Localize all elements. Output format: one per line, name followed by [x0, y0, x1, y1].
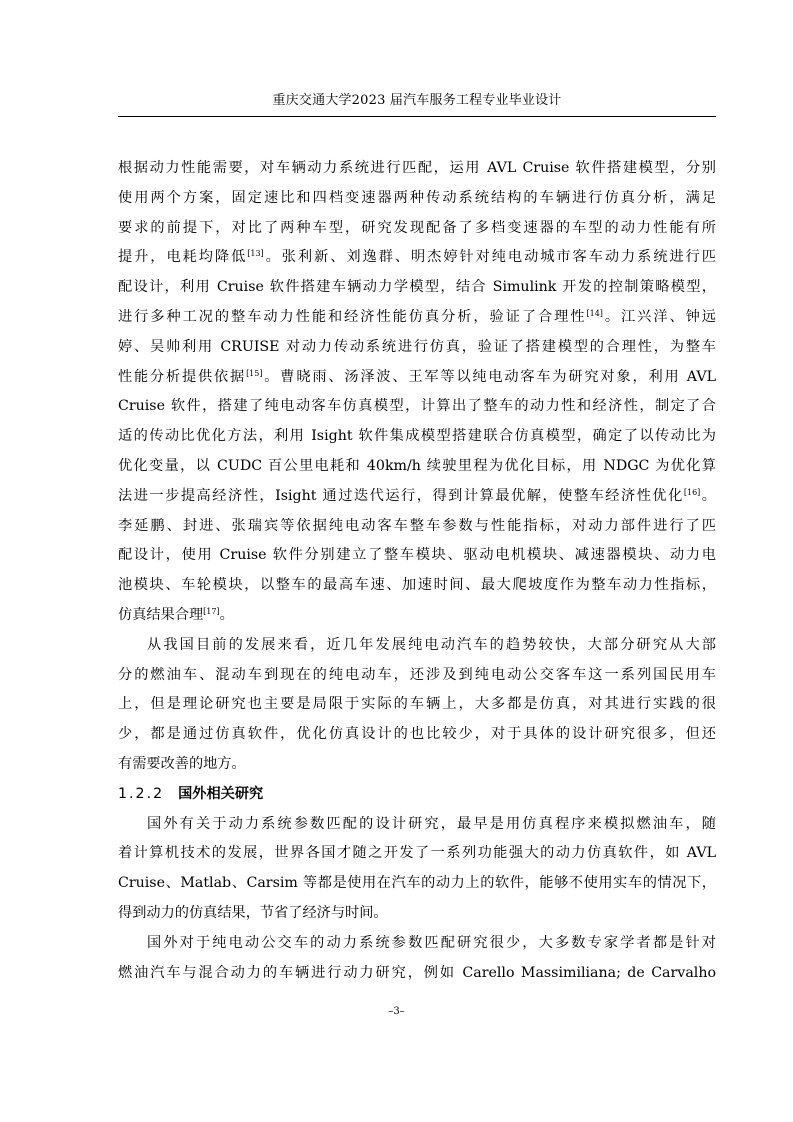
- text-segment: 从我国目前的发展来看，近几年发展纯电动汽车的趋势较快，大部分研究从大部: [147, 636, 716, 653]
- text-line: [118, 154, 716, 184]
- text-segment: Cruise、Matlab、Carsim 等都是使用在汽车的动力上的软件，能够不使用实车的情况下，: [118, 875, 716, 892]
- text-segment: 性能分析提供依据: [118, 368, 247, 385]
- text-line: [118, 959, 716, 989]
- text-line: [118, 690, 716, 720]
- text-segment: Cruise 软件，搭建了纯电动客车仿真模型，计算出了整车的动力性和经济性，制定了合: [118, 398, 716, 415]
- text-segment: 。江兴洋、钟远: [602, 308, 716, 325]
- text-segment: 上，但是理论研究也主要是局限于实际的车辆上，大多都是仿真，对其进行实践的很: [118, 696, 716, 713]
- text-line: [118, 810, 716, 840]
- text-segment: 适的传动比优化方法，利用 Isight 软件集成模型搭建联合仿真模型，确定了以传动比为: [118, 428, 716, 445]
- section-title: 国外相关研究: [178, 785, 264, 802]
- text-line: [118, 273, 716, 303]
- text-segment: 配设计，利用 Cruise 软件搭建车辆动力学模型，结合 Simulink 开发的控制策略模型，: [118, 279, 716, 296]
- text-line: [118, 661, 716, 691]
- text-segment: 。张利新、刘逸群、明杰婷针对纯电动城市客车动力系统进行匹: [263, 249, 716, 266]
- text-segment: 少，都是通过仿真软件，优化仿真设计的也比较少，对于具体的设计研究很多，但还: [118, 726, 716, 743]
- page-number: –3–: [388, 1006, 405, 1017]
- text-segment: 配设计，使用 Cruise 软件分别建立了整车模块、驱动电机模块、减速器模块、动力电: [118, 547, 716, 564]
- text-line: [118, 184, 716, 214]
- header-rule: [118, 116, 716, 117]
- text-line: [118, 541, 716, 571]
- text-segment: 国外对于纯电动公交车的动力系统参数匹配研究很少，大多数专家学者都是针对: [147, 934, 716, 951]
- text-line: [118, 869, 716, 899]
- citation-ref: [13]: [247, 249, 264, 259]
- text-segment: 。曹晓雨、汤泽波、王军等以纯电动客车为研究对象，利用 AVL: [262, 368, 716, 385]
- text-segment: 。: [219, 606, 234, 623]
- text-segment: 池模块、车轮模块，以整车的最高车速、加速时间、最大爬坡度作为整车动力性指标，: [118, 577, 716, 594]
- text-line: [118, 422, 716, 452]
- citation-ref: [15]: [246, 368, 263, 378]
- text-segment: 。: [700, 487, 716, 504]
- text-line: [118, 482, 716, 512]
- text-line: [118, 601, 716, 631]
- text-segment: 优化变量，以 CUDC 百公里电耗和 40km/h 续驶里程为优化目标，用 NDGC 为优化算: [118, 457, 716, 474]
- text-segment: 法进一步提高经济性，Isight 通过迭代运行，得到计算最优解，使整车经济性优化: [118, 487, 684, 504]
- text-segment: 国外有关于动力系统参数匹配的设计研究，最早是用仿真程序来模拟燃油车，随: [147, 815, 716, 832]
- text-line: [118, 452, 716, 482]
- text-segment: 着计算机技术的发展，世界各国才随之开发了一系列功能强大的动力仿真软件，如 AVL: [118, 845, 716, 862]
- text-line: [118, 929, 716, 959]
- section-heading: [118, 780, 716, 810]
- text-line: [118, 243, 716, 273]
- text-segment: 婷、吴帅利用 CRUISE 对动力传动系统进行仿真，验证了搭建模型的合理性，为整车: [118, 338, 716, 355]
- text-line: [118, 392, 716, 422]
- section-number: 1.2.2: [118, 785, 165, 802]
- text-line: [118, 720, 716, 750]
- text-line: [118, 214, 716, 244]
- text-segment: 分的燃油车、混动车到现在的纯电动车，还涉及到纯电动公交客车这一系列国民用车: [118, 666, 716, 683]
- text-line: [118, 839, 716, 869]
- text-line: [118, 363, 716, 393]
- body-text: [118, 154, 716, 988]
- text-segment: 李延鹏、封进、张瑞宾等依据纯电动客车整车参数与性能指标，对动力部件进行了匹: [118, 517, 716, 534]
- text-line: [118, 571, 716, 601]
- text-segment: 得到动力的仿真结果，节省了经济与时间。: [118, 904, 388, 921]
- text-line: [118, 750, 716, 780]
- text-segment: 提升，电耗均降低: [118, 249, 248, 266]
- text-segment: 仿真结果合理: [118, 606, 204, 623]
- text-segment: 根据动力性能需要，对车辆动力系统进行匹配，运用 AVL Cruise 软件搭建模型，分别: [118, 160, 716, 176]
- running-header: 重庆交通大学2023 届汽车服务工程专业毕业设计: [272, 93, 562, 108]
- text-line: [118, 631, 716, 661]
- text-line: [118, 333, 716, 363]
- text-segment: 使用两个方案，固定速比和四档变速器两种传动系统结构的车辆进行仿真分析，满足: [118, 189, 716, 206]
- citation-ref: [17]: [203, 606, 220, 616]
- text-line: [118, 899, 716, 929]
- text-segment: 燃油汽车与混合动力的车辆进行动力研究，例如 Carello Massimiliana; de Carvalho: [118, 964, 716, 981]
- text-segment: 有需要改善的地方。: [118, 755, 246, 772]
- text-line: [118, 303, 716, 333]
- text-line: [118, 512, 716, 542]
- text-segment: 进行多种工况的整车动力性能和经济性能仿真分析，验证了合理性: [118, 308, 587, 325]
- citation-ref: [14]: [586, 308, 603, 318]
- text-segment: 要求的前提下，对比了两种车型，研究发现配备了多档变速器的车型的动力性能有所: [118, 219, 716, 236]
- citation-ref: [16]: [683, 487, 701, 497]
